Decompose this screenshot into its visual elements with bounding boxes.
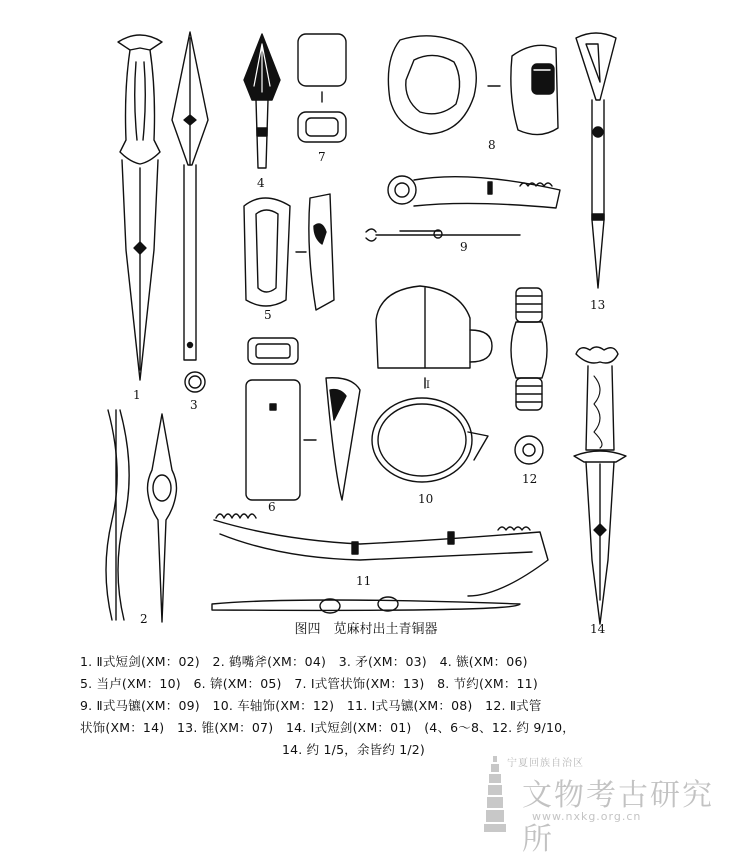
- artifact-7-tube-ornament: [298, 34, 346, 142]
- label-14: 14: [590, 622, 606, 636]
- watermark-url: www.nxkg.org.cn: [532, 810, 642, 823]
- label-11-roman-marker: Ⅰ: [426, 380, 430, 391]
- pagoda-logo-icon: [482, 754, 508, 834]
- artifact-13-awl: [576, 33, 616, 288]
- figure-title: 图四 苋麻村出土青铜器: [294, 622, 438, 637]
- artifact-6-adze: [246, 338, 360, 500]
- watermark-institute-name: 文物考古研究所: [522, 778, 714, 857]
- label-10: 10: [418, 492, 434, 506]
- label-2: 2: [140, 612, 148, 626]
- artifact-4-arrowhead: [244, 34, 280, 168]
- label-3: 3: [190, 398, 198, 412]
- label-7: 7: [318, 150, 326, 164]
- label-5: 5: [264, 308, 272, 322]
- label-11: 11: [356, 574, 372, 588]
- artifact-14-short-sword: [574, 347, 626, 624]
- artifact-9-cheekpiece: [366, 176, 560, 241]
- artifact-11-cheekpiece: [212, 514, 548, 613]
- artifact-8-strap-junction: [388, 36, 558, 135]
- artifact-10-axle-ornament: [372, 286, 492, 482]
- caption-line-1: 1. Ⅱ式短剑(XM：02) 2. 鹤嘴斧(XM：04) 3. 矛(XM：03) 4. 镞(XM：06): [80, 654, 528, 669]
- artifact-1-short-sword: [118, 35, 162, 380]
- caption-line-3: 9. Ⅱ式马镳(XM：09) 10. 车轴饰(XM：12) 11. Ⅰ式马镳(XM：08) 12. Ⅱ式管: [80, 698, 542, 713]
- caption-line-4: 状饰(XM：14) 13. 锥(XM：07) 14. Ⅰ式短剑(XM：01) (4、6～8、12. 约 9/10，: [80, 720, 575, 735]
- caption-line-5: 14. 约 1/5，余皆约 1/2): [282, 742, 426, 757]
- label-4: 4: [257, 176, 265, 190]
- caption-line-2: 5. 当卢(XM：10) 6. 锛(XM：05) 7. Ⅰ式管状饰(XM：13) 8. 节约(XM：11): [80, 676, 538, 691]
- label-6: 6: [268, 500, 276, 514]
- watermark-region-text: 宁夏回族自治区: [507, 758, 584, 769]
- label-13: 13: [590, 298, 606, 312]
- artifact-2-crane-beak-axe: [106, 410, 177, 622]
- label-9: 9: [460, 240, 468, 254]
- artifact-12-tube-ornament: [511, 288, 547, 464]
- label-1: 1: [133, 388, 141, 402]
- artifact-3-spear: [172, 32, 208, 392]
- label-8: 8: [488, 138, 496, 152]
- label-12: 12: [522, 472, 538, 486]
- artifact-5-frontlet: [244, 194, 334, 310]
